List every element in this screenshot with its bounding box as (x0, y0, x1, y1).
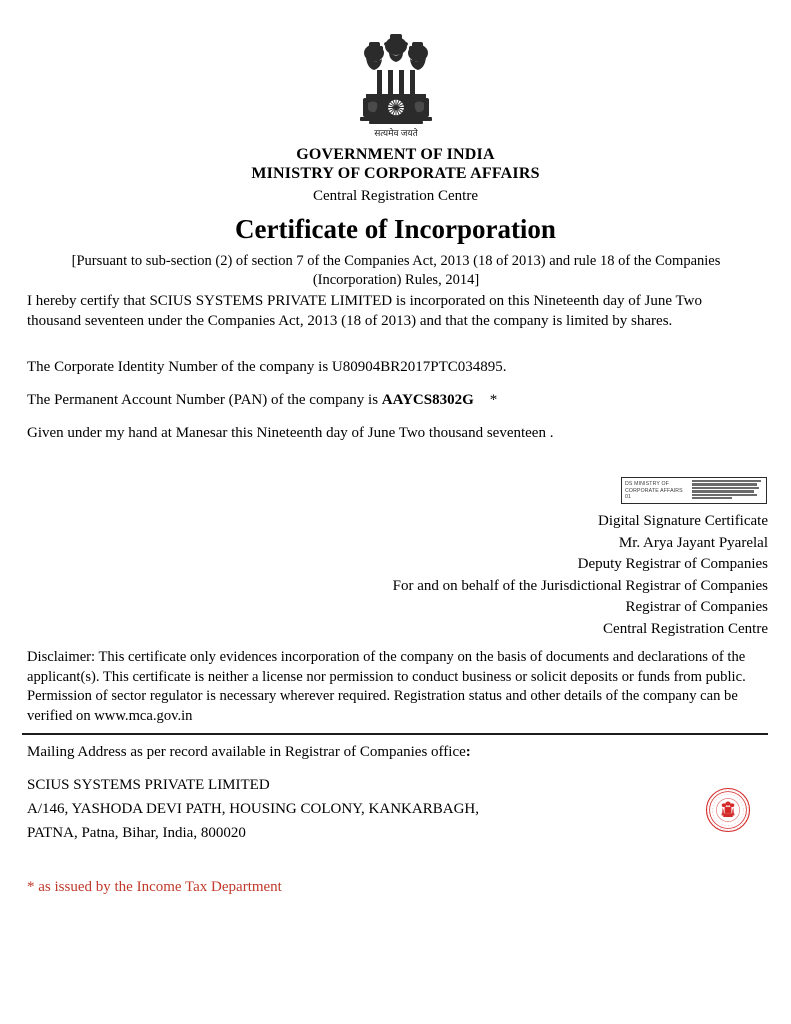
government-of-india-heading: GOVERNMENT OF INDIA (296, 146, 495, 163)
mailing-address-line-3: PATNA, Patna, Bihar, India, 800020 (27, 825, 246, 841)
income-tax-footnote: * as issued by the Income Tax Department (27, 879, 282, 895)
signature-line-0: Digital Signature Certificate (598, 513, 768, 529)
mailing-address-heading-colon: : (465, 744, 471, 760)
mca-red-round-seal-icon (705, 787, 751, 833)
corporate-identity-number-line: The Corporate Identity Number of the company is U80904BR2017PTC034895. (27, 359, 507, 375)
ds-stamp-line1: DS MINISTRY OF (625, 481, 669, 487)
page-title: Certificate of Incorporation (235, 214, 556, 244)
signature-line-2: Deputy Registrar of Companies (577, 556, 768, 572)
central-registration-centre-subtitle: Central Registration Centre (313, 188, 478, 204)
digital-signature-microtext (688, 478, 766, 503)
digital-signature-stamp-label (622, 478, 688, 503)
section-divider (22, 733, 768, 735)
given-under-hand-line: Given under my hand at Manesar this Nineteenth day of June Two thousand seventeen . (27, 425, 554, 441)
disclaimer-text: Disclaimer: This certificate only evidences incorporation of the company on the basis of documents and declarations of the applicant(s). This certificate is neither a license nor permission to conduct business or solicit deposits or funds from public. Permission of sector regulator is necessary wherever required. Registration status and other details of the company can be verified on www.mca.gov.in (27, 649, 746, 724)
mailing-address-line-1: SCIUS SYSTEMS PRIVATE LIMITED (27, 777, 270, 793)
signature-line-3: For and on behalf of the Jurisdictional Registrar of Companies (392, 577, 768, 594)
pursuant-clause: [Pursuant to sub-section (2) of section 7 of the Companies Act, 2013 (18 of 2013) and rule 18 of the Companies (Incorporation) Rules, 2014] (71, 253, 721, 288)
signature-line-4: Registrar of Companies (625, 599, 768, 615)
digital-signature-stamp (621, 477, 767, 504)
mailing-address-heading (27, 744, 471, 761)
pan-line (27, 390, 771, 410)
signature-block (208, 511, 768, 640)
pan-asterisk: * (489, 392, 498, 408)
signature-line-1: Mr. Arya Jayant Pyarelal (618, 534, 768, 551)
ministry-heading: MINISTRY OF CORPORATE AFFAIRS (251, 165, 540, 182)
ds-stamp-line2: CORPORATE AFFAIRS 01 (625, 487, 683, 501)
emblem-motto: सत्यमेव जयते (373, 128, 418, 138)
mailing-address-line-2: A/146, YASHODA DEVI PATH, HOUSING COLONY, KANKARBAGH, (27, 801, 479, 817)
mailing-address-heading-text: Mailing Address as per record available in Registrar of Companies office (27, 744, 466, 760)
state-emblem-of-india-icon (0, 28, 791, 145)
signature-line-5: Central Registration Centre (603, 620, 768, 637)
pan-label: The Permanent Account Number (PAN) of the company is (27, 392, 382, 408)
certify-paragraph: I hereby certify that SCIUS SYSTEMS PRIVATE LIMITED is incorporated on this Nineteenth day of June Two thousand seventeen under the Companies Act, 2013 (18 of 2013) and that the company is limited by shares. (27, 293, 702, 329)
pan-value: AAYCS8302G (381, 392, 474, 408)
